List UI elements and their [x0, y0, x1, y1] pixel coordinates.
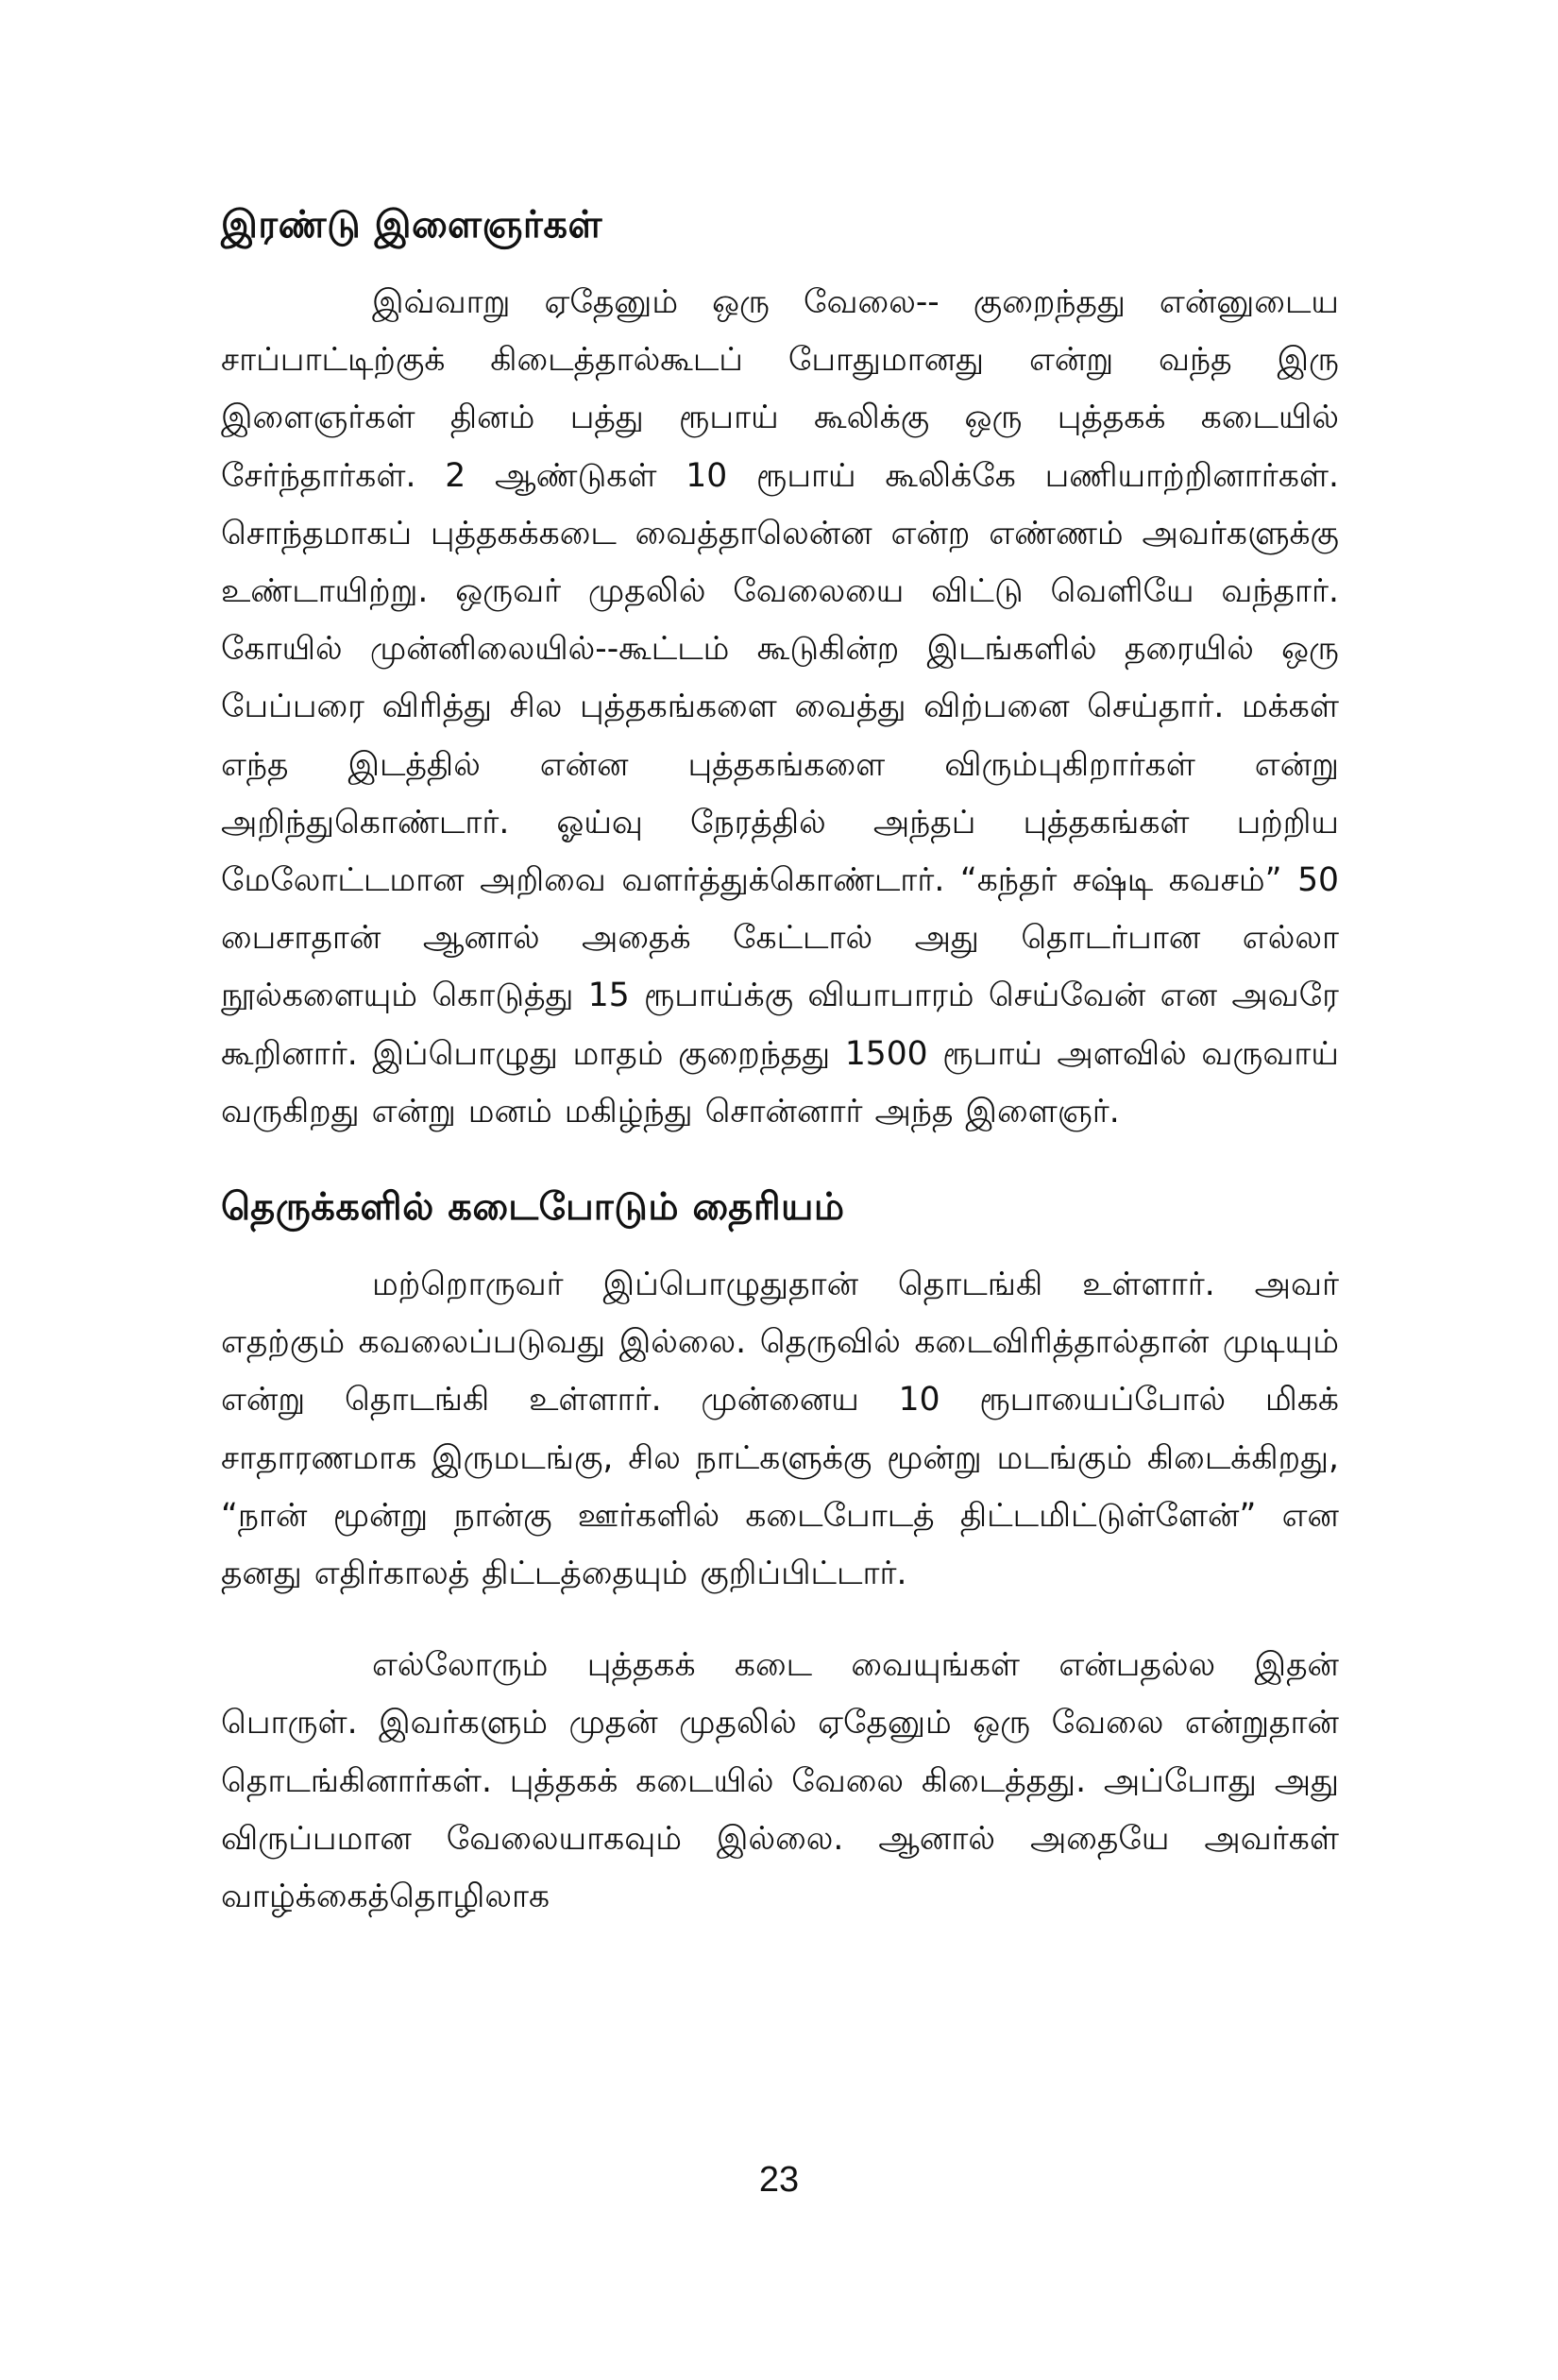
section-heading-street-shop-courage: தெருக்களில் கடைபோடும் தைரியம் — [221, 1185, 845, 1230]
paragraph-meaning: எல்லோரும் புத்தகக் கடை வையுங்கள் என்பதல்ல இதன் பொருள். இவர்களும் முதன் முதலில் ஏதேனும் ஒரு வேலை என்றுதான் தொடங்கினார்கள். புத்தகக் கடையில் வேலை கிடைத்தது. அப்போது அது விருப்பமான வேலையாகவும் இல்லை. ஆனால் அதையே அவர்கள் வாழ்க்கைத்தொழிலாக — [221, 1646, 1339, 1916]
page-body — [221, 198, 1339, 1926]
page-number: 23 — [758, 2160, 800, 2200]
paragraph-second-youth: மற்றொருவர் இப்பொழுதுதான் தொடங்கி உள்ளார். அவர் எதற்கும் கவலைப்படுவது இல்லை. தெருவில் கடைவிரித்தால்தான் முடியும் என்று தொடங்கி உள்ளார். முன்னைய 10 ரூபாயைப்போல் மிகக் சாதாரணமாக இருமடங்கு, சில நாட்களுக்கு மூன்று மடங்கும் கிடைக்கிறது, “நான் மூன்று நான்கு ஊர்களில் கடைபோடத் திட்டமிட்டுள்ளேன்” என தனது எதிர்காலத் திட்டத்தையும் குறிப்பிட்டார். — [221, 1266, 1339, 1593]
section-heading-two-youths: இரண்டு இளைஞர்கள் — [221, 203, 602, 246]
paragraph-two-youths: இவ்வாறு ஏதேனும் ஒரு வேலை-- குறைந்தது என்னுடைய சாப்பாட்டிற்குக் கிடைத்தால்கூடப் போதுமானது என்று வந்த இரு இளைஞர்கள் தினம் பத்து ரூபாய் கூலிக்கு ஒரு புத்தகக் கடையில் சேர்ந்தார்கள். 2 ஆண்டுகள் 10 ரூபாய் கூலிக்கே பணியாற்றினார்கள். சொந்தமாகப் புத்தகக்கடை வைத்தாலென்ன என்ற எண்ணம் அவர்களுக்கு உண்டாயிற்று. ஒருவர் முதலில் வேலையை விட்டு வெளியே வந்தார். கோயில் முன்னிலையில்--கூட்டம் கூடுகின்ற இடங்களில் தரையில் ஒரு பேப்பரை விரித்து சில புத்தகங்களை வைத்து விற்பனை செய்தார். மக்கள் எந்த இடத்தில் என்ன புத்தகங்களை விரும்புகிறார்கள் என்று அறிந்துகொண்டார். ஓய்வு நேரத்தில் அந்தப் புத்தகங்கள் பற்றிய மேலோட்டமான அறிவை வளர்த்துக்கொண்டார். “கந்தர் சஷ்டி கவசம்” 50 பைசாதான் ஆனால் அதைக் கேட்டால் அது தொடர்பான எல்லா நூல்களையும் கொடுத்து 15 ரூபாய்க்கு வியாபாரம் செய்வேன் என அவரே கூறினார். இப்பொழுது மாதம் குறைந்தது 1500 ரூபாய் அளவில் வருவாய் வருகிறது என்று மனம் மகிழ்ந்து சொன்னார் அந்த இளைஞர். — [221, 283, 1339, 1130]
